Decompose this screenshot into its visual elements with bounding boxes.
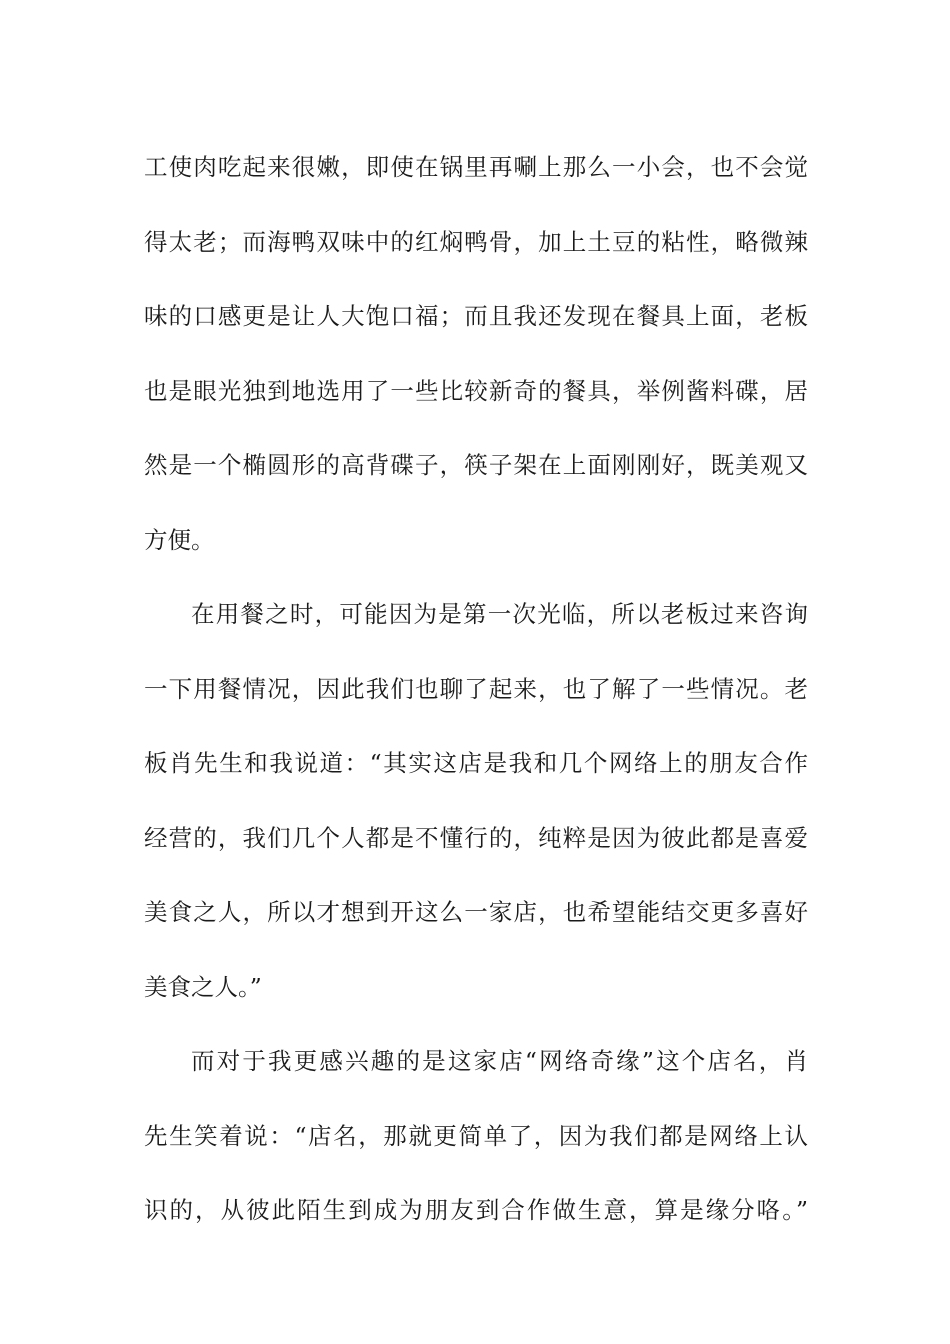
paragraph-1-line-5: 然是一个椭圆形的高背碟子，筷子架在上面刚刚好，既美观又 — [144, 451, 808, 479]
paragraph-3-line-3: 识的，从彼此陌生到成为朋友到合作做生意，算是缘分咯。” — [144, 1196, 808, 1224]
paragraph-1-line-2: 得太老；而海鸭双味中的红焖鸭骨，加上土豆的粘性，略微辣 — [144, 227, 808, 256]
paragraph-2-line-2: 一下用餐情况，因此我们也聊了起来，也了解了一些情况。老 — [144, 674, 808, 703]
paragraph-2-line-1: 在用餐之时，可能因为是第一次光临，所以老板过来咨询 — [191, 600, 808, 628]
paragraph-2 — [144, 577, 808, 1024]
paragraph-1-line-1: 工使肉吃起来很嫩，即使在锅里再唰上那么一小会，也不会觉 — [144, 153, 808, 181]
article-body — [144, 130, 808, 1248]
paragraph-3-line-1: 而对于我更感兴趣的是这家店“网络奇缘”这个店名，肖 — [191, 1047, 808, 1075]
paragraph-2-line-3: 板肖先生和我说道：“其实这店是我和几个网络上的朋友合作 — [144, 749, 808, 777]
paragraph-3 — [144, 1024, 808, 1248]
paragraph-3-line-2: 先生笑着说：“店名，那就更简单了，因为我们都是网络上认 — [144, 1121, 808, 1150]
paragraph-1-line-4: 也是眼光独到地选用了一些比较新奇的餐具，举例酱料碟，居 — [144, 376, 808, 405]
paragraph-1-line-6: 方便。 — [144, 525, 215, 554]
paragraph-2-line-5: 美食之人，所以才想到开这么一家店，也希望能结交更多喜好 — [144, 898, 808, 926]
paragraph-1-line-3: 味的口感更是让人大饱口福；而且我还发现在餐具上面，老板 — [144, 302, 808, 330]
paragraph-1 — [144, 130, 808, 577]
paragraph-2-line-6: 美食之人。” — [144, 972, 262, 1001]
paragraph-2-line-4: 经营的，我们几个人都是不懂行的，纯粹是因为彼此都是喜爱 — [144, 823, 808, 852]
